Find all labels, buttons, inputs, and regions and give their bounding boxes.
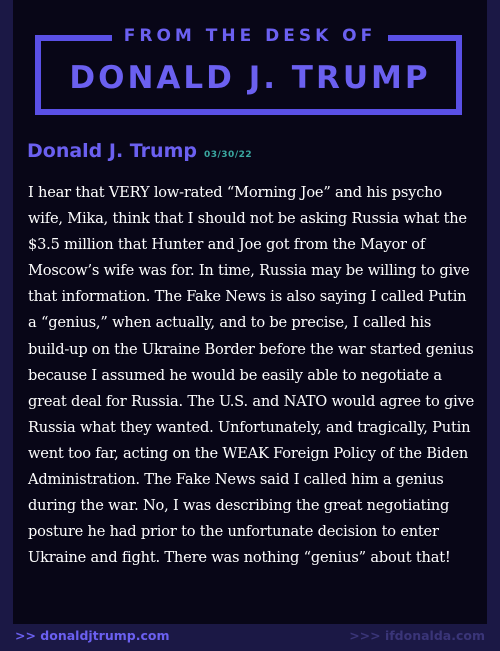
header-kicker [0, 26, 500, 46]
post-body: I hear that VERY low-rated “Morning Joe” and his psycho wife, Mika, think that I should not be asking Russia what the $3.5 million that Hunter and Joe got from the Mayor of Moscow’s wife was for. In time, Russia may be willing to give that information. The Fake News is also saying I called Putin a “genius,” when actually, and to be precise, I called his build-up on the Ukraine Border before the war started genius because I assumed he would be easily able to negotiate a great deal for Russia. The U.S. and NATO would agree to give Russia what they wanted. Unfortunately, and tragically, Putin went too far, acting on the WEAK Foreign Policy of the Biden Administration. The Fake News said I called him a genius during the war. No, I was describing the great negotiating posture he had prior to the unfortunate decision to enter Ukraine and fight. There was nothing “genius” about that! [28, 184, 475, 567]
footer-website-link[interactable]: >> donaldjtrump.com [15, 628, 170, 643]
footer-watermark: >>> ifdonalda.com [349, 628, 485, 643]
post-meta [27, 140, 252, 170]
header-title: DONALD J. TRUMP [69, 60, 431, 96]
header-kicker-text: FROM THE DESK OF [112, 26, 388, 46]
post-date: 03/30/22 [203, 150, 253, 160]
author-name: Donald J. Trump [27, 140, 197, 162]
